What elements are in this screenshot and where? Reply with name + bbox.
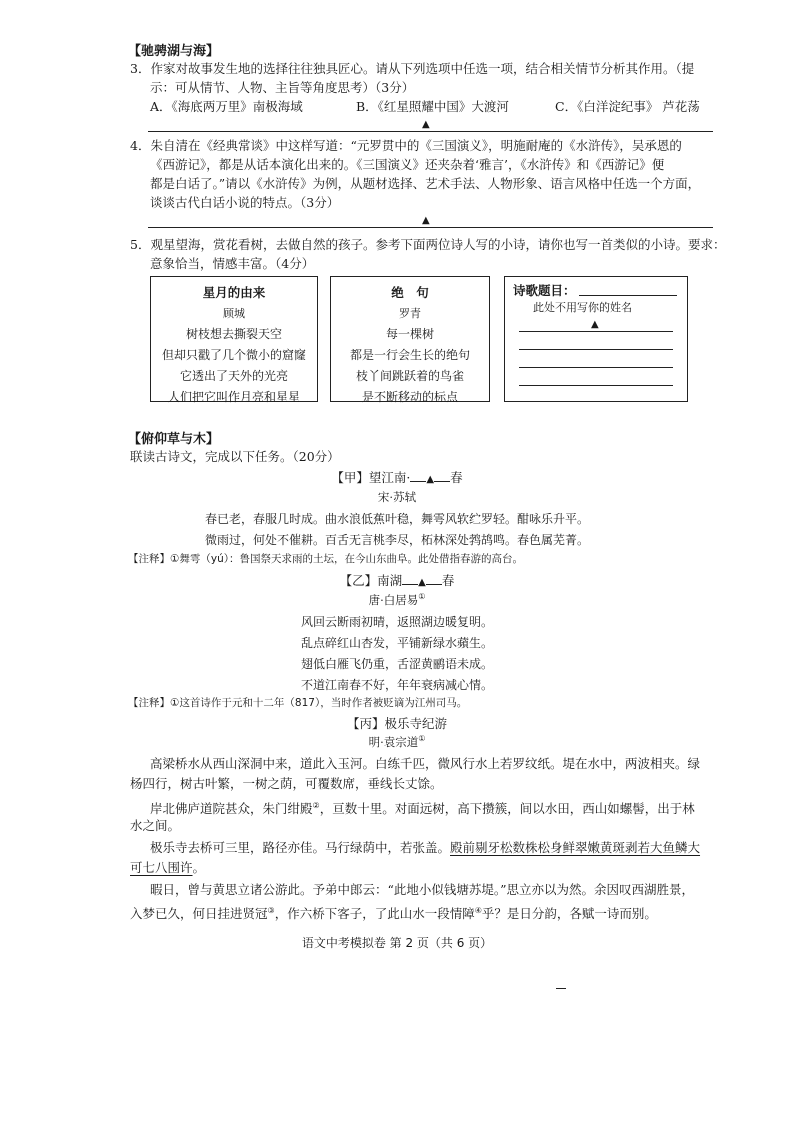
answer-line-q3[interactable] xyxy=(148,131,713,132)
prose-text: 入梦已久，何日挂进贤冠 xyxy=(130,906,268,922)
title-blank[interactable] xyxy=(434,469,450,482)
prose-bing-title: 【丙】极乐寺纪游 xyxy=(346,716,447,731)
answer-triangle-icon: ▲ xyxy=(422,119,430,130)
poem-answer-line[interactable] xyxy=(519,367,673,368)
underlined-sentence: 殿前剔牙松数株松身鲜翠嫩黄斑剥若大鱼鳞大 xyxy=(450,840,701,855)
question-3-option-b: B．《红星照耀中国》大渡河 xyxy=(356,99,509,114)
poem-name-hint: 此处不用写你的姓名 xyxy=(533,301,632,314)
prose-text: ，亘数十里。对面远树，高下攒簇，间以水田，西山如螺髻，出于林 xyxy=(319,801,695,817)
poem-yi-line-4: 不道江南春不好，年年衰病减心情。 xyxy=(300,678,493,692)
section-heading-grass-tree: 【俯仰草与木】 xyxy=(128,432,220,447)
poem-box-xingyue xyxy=(150,276,318,402)
underlined-sentence: 可七八围许 xyxy=(130,860,193,875)
poem-box-jueju xyxy=(330,276,490,402)
question-4-line-1: 4．朱自清在《经典常谈》中这样写道：“元罗贯中的《三国演义》，明施耐庵的《水浒传》，吴承恩的 xyxy=(130,138,682,153)
poem-line: 是不断移动的标点 xyxy=(361,390,458,404)
poem-answer-line[interactable] xyxy=(519,385,673,386)
poem-jia-line-2: 微雨过，何处不催耕。百舌无言桃李尽，柘林深处鹁鸪鸣。春色属芜菁。 xyxy=(204,533,589,547)
poem-yi-title-post: 春 xyxy=(441,573,455,588)
poem-author: 罗青 xyxy=(399,307,421,320)
prose-paragraph-4-line-1: 暇日，曾与黄思立诸公游此。予弟中郎云：“此地小似钱塘苏堤。”思立亦以为然。余因叹西湖胜景， xyxy=(150,882,695,897)
section-heading-lake-sea: 【驰骋湖与海】 xyxy=(128,44,220,59)
footnote-marker: ④ xyxy=(474,906,482,915)
prose-paragraph-3-line-2 xyxy=(130,858,205,878)
question-3-line-2: 示：可从情节、人物、主旨等角度思考）（3分） xyxy=(150,80,415,95)
question-3-option-c: C．《白洋淀纪事》 芦花荡 xyxy=(555,99,700,114)
poem-answer-line[interactable] xyxy=(519,349,673,350)
poem-jia-title-pre: 【甲】望江南· xyxy=(331,470,411,485)
prose-text: 乎？是日分韵，各赋一诗而别。 xyxy=(481,906,657,922)
scan-mark xyxy=(556,988,566,989)
prose-paragraph-1-line-1: 高梁桥水从西山深洞中来，道此入玉河。白练千匹，微风行水上若罗纹纸。堤在水中，两波相夹。绿 xyxy=(150,756,701,771)
poem-line: 都是一行会生长的绝句 xyxy=(349,348,470,362)
prose-bing-author xyxy=(0,734,794,750)
prose-text: 极乐寺去桥可三里，路径亦佳。马行绿荫中，若张盖。 xyxy=(150,840,451,855)
prose-bing-author-name: 明·袁宗道 xyxy=(368,735,419,749)
poem-answer-box[interactable] xyxy=(504,276,688,402)
question-4-line-4: 谈谈古代白话小说的特点。（3分） xyxy=(150,195,340,210)
poem-yi-author-name: 唐·白居易 xyxy=(368,593,419,607)
question-4-line-2: 《西游记》，都是从话本演化出来的。《三国演义》还夹杂着‘雅言’，《水浒传》和《西游记》便 xyxy=(150,157,665,172)
poem-jia-title xyxy=(0,468,794,486)
poem-line: 枝丫间跳跃着的鸟雀 xyxy=(355,369,464,383)
poem-title: 绝 句 xyxy=(391,285,429,300)
answer-triangle-icon: ▲ xyxy=(591,319,599,330)
section-2-intro: 联读古诗文，完成以下任务。（20分） xyxy=(130,449,340,464)
answer-triangle-icon: ▲ xyxy=(426,474,435,485)
answer-triangle-icon: ▲ xyxy=(418,577,426,588)
question-3-option-a: A．《海底两万里》南极海域 xyxy=(150,99,303,114)
prose-text: 岸北佛庐道院甚众，朱门绀殿 xyxy=(150,801,313,817)
poem-jia-author: 宋·苏轼 xyxy=(377,490,417,504)
poem-line: 人们把它叫作月亮和星星 xyxy=(167,390,300,404)
question-3-line-1: 3．作家对故事发生地的选择往往独具匠心。请从下列选项中任选一项，结合相关情节分析其作用。（提 xyxy=(130,61,695,76)
title-blank[interactable] xyxy=(402,572,418,585)
poem-line: 树枝想去撕裂天空 xyxy=(185,327,282,341)
footnote-marker: ② xyxy=(312,801,320,810)
poem-yi-note: 【注释】①这首诗作于元和十二年（817），当时作者被贬谪为江州司马。 xyxy=(128,697,468,709)
poem-yi-line-1: 风回云断雨初晴，返照湖边暖复明。 xyxy=(300,615,493,629)
poem-author: 顾城 xyxy=(223,307,245,320)
footnote-marker: ③ xyxy=(267,906,275,915)
question-5-line-1: 5．观星望海，赏花看树，去做自然的孩子。参考下面两位诗人写的小诗，请你也写一首类似的小诗。要求： xyxy=(130,237,726,252)
poem-yi-title-pre: 【乙】南湖 xyxy=(339,573,403,588)
question-4-line-3: 都是白话了。”请以《水浒传》为例，从题材选择、艺术手法、人物形象、语言风格中任选一个方面， xyxy=(150,176,701,191)
poem-yi-title xyxy=(0,571,794,589)
prose-paragraph-4-line-2 xyxy=(130,901,657,924)
title-blank[interactable] xyxy=(410,469,426,482)
poem-line: 它透出了天外的光亮 xyxy=(179,369,288,383)
poem-yi-line-3: 翅低白雁飞仍重，舌涩黄鹂语未成。 xyxy=(300,657,493,671)
answer-triangle-icon: ▲ xyxy=(422,215,430,226)
poem-jia-title-post: 春 xyxy=(450,470,463,485)
page-footer: 语文中考模拟卷 第 2 页（共 6 页） xyxy=(301,936,493,950)
prose-text: ，作六桥下客子，了此山水一段情障 xyxy=(274,906,475,922)
poem-jia-note: 【注释】①舞雩（yú）：鲁国祭天求雨的土坛，在今山东曲阜。此处借指春游的高台。 xyxy=(128,553,524,565)
question-5-line-2: 意象恰当，情感丰富。（4分） xyxy=(150,256,315,271)
poem-yi-author xyxy=(0,592,794,608)
prose-paragraph-2-line-1 xyxy=(150,796,695,819)
prose-text: 。 xyxy=(192,860,206,875)
title-blank[interactable] xyxy=(426,572,442,585)
poem-line: 每一棵树 xyxy=(385,327,434,341)
footnote-marker: ① xyxy=(418,592,426,602)
prose-paragraph-3-line-1 xyxy=(150,838,700,858)
footnote-marker: ① xyxy=(418,734,426,744)
prose-paragraph-1-line-2: 杨四行，树古叶繁，一树之荫，可覆数席，垂线长丈馀。 xyxy=(130,776,443,791)
poem-jia-line-1: 春已老，春服几时成。曲水浪低蕉叶稳，舞雩风软纻罗轻。酣咏乐升平。 xyxy=(204,512,589,526)
poem-title: 星月的由来 xyxy=(202,285,266,300)
poem-title-blank[interactable] xyxy=(579,295,677,296)
prose-paragraph-2-line-2: 水之间。 xyxy=(130,818,181,833)
answer-line-q4[interactable] xyxy=(148,227,713,228)
poem-title-label: 诗歌题目： xyxy=(513,283,576,298)
poem-line: 但却只戳了几个微小的窟窿 xyxy=(161,348,306,362)
poem-yi-line-2: 乱点碎红山杏发，平铺新绿水蘋生。 xyxy=(300,636,493,650)
poem-answer-line[interactable] xyxy=(519,331,673,332)
